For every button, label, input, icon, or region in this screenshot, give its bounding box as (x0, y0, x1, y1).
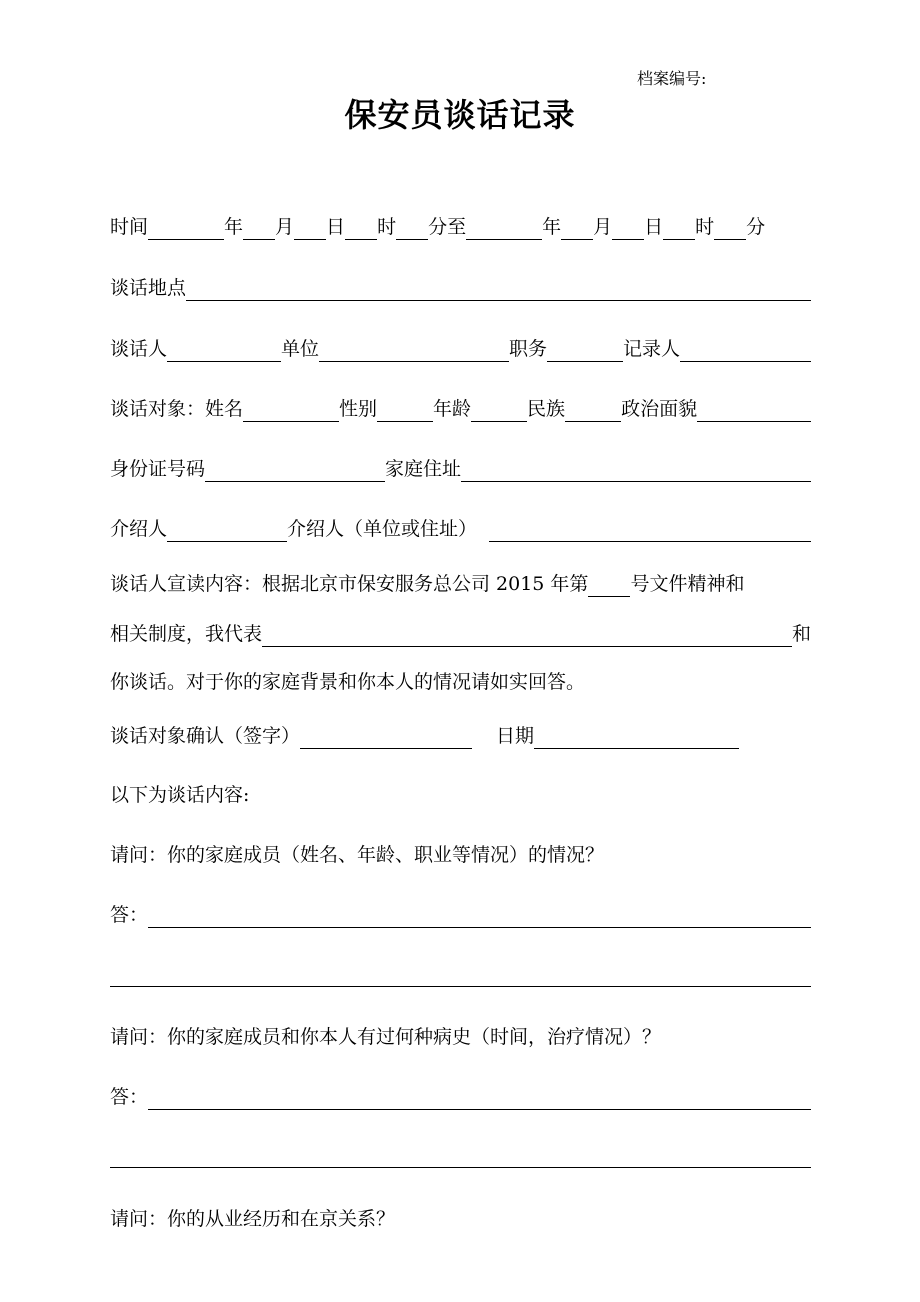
start-day-label: 日 (326, 216, 346, 238)
document-number-blank[interactable] (588, 574, 630, 597)
end-minute-label: 分 (746, 216, 766, 238)
end-month-blank[interactable] (561, 217, 593, 240)
answer-1-label: 答： (110, 904, 149, 926)
referrer-label: 介绍人 (110, 518, 168, 540)
signature-label: 谈话对象确认（签字） (110, 725, 301, 747)
interviewer-label: 谈话人 (110, 338, 168, 360)
content-intro: 以下为谈话内容: (110, 784, 250, 806)
position-blank[interactable] (547, 339, 623, 362)
referrer-row (110, 512, 811, 542)
statement-line1-suffix: 号文件精神和 (630, 573, 745, 595)
subject-name-blank[interactable] (243, 399, 339, 422)
end-day-label: 日 (644, 216, 664, 238)
page-title: 保安员谈话记录 (344, 96, 576, 134)
end-hour-label: 时 (695, 216, 715, 238)
interviewer-blank[interactable] (167, 339, 281, 362)
question-2: 请问：你的家庭成员和你本人有过何种病史（时间，治疗情况）？ (110, 1026, 662, 1048)
signature-blank[interactable] (300, 726, 472, 749)
question-row (110, 1202, 811, 1232)
statement-line2-suffix: 和 (791, 623, 811, 645)
answer-1-extra-line[interactable] (110, 986, 811, 987)
location-label: 谈话地点 (110, 277, 187, 299)
political-status-label: 政治面貌 (621, 398, 698, 420)
time-label: 时间 (110, 216, 149, 238)
referrer-blank[interactable] (167, 519, 287, 542)
id-number-label: 身份证号码 (110, 458, 206, 480)
statement-line2-prefix: 相关制度，我代表 (110, 623, 263, 645)
statement-line3: 你谈话。对于你的家庭背景和你本人的情况请如实回答。 (110, 671, 586, 693)
subject-name-label: 谈话对象：姓名 (110, 398, 244, 420)
answer-2-blank[interactable] (148, 1087, 811, 1110)
statement-line-2 (110, 617, 811, 647)
start-month-blank[interactable] (243, 217, 275, 240)
ethnicity-blank[interactable] (565, 399, 621, 422)
date-blank[interactable] (534, 726, 739, 749)
referrer-unit-label: 介绍人（单位或住址） (287, 518, 478, 540)
recorder-label: 记录人 (623, 338, 681, 360)
end-hour-blank[interactable] (663, 217, 695, 240)
representative-blank[interactable] (262, 624, 792, 647)
id-number-blank[interactable] (205, 459, 385, 482)
date-label: 日期 (496, 725, 535, 747)
statement-line1-prefix: 谈话人宣读内容：根据北京市保安服务总公司 2015 年第 (110, 573, 589, 595)
start-hour-blank[interactable] (345, 217, 377, 240)
answer-1-blank[interactable] (148, 905, 811, 928)
interviewer-row (110, 332, 811, 362)
subject-row (110, 392, 811, 422)
age-label: 年龄 (433, 398, 472, 420)
location-blank[interactable] (186, 278, 811, 301)
referrer-unit-blank[interactable] (489, 519, 811, 542)
unit-blank[interactable] (319, 339, 509, 362)
end-day-blank[interactable] (612, 217, 644, 240)
time-row (110, 210, 811, 240)
location-row (110, 271, 811, 301)
start-hour-label: 时 (377, 216, 397, 238)
archive-number-label: 档案编号: (637, 69, 707, 88)
statement-line-3 (110, 665, 811, 695)
end-minute-blank[interactable] (714, 217, 746, 240)
content-intro-row (110, 778, 811, 808)
start-year-blank[interactable] (148, 217, 224, 240)
start-day-blank[interactable] (294, 217, 326, 240)
start-month-label: 月 (275, 216, 295, 238)
confirm-row (110, 719, 811, 749)
answer-2-label: 答： (110, 1086, 149, 1108)
answer-row (110, 1080, 811, 1110)
end-year-blank[interactable] (466, 217, 542, 240)
ethnicity-label: 民族 (527, 398, 566, 420)
end-month-label: 月 (593, 216, 613, 238)
gender-label: 性别 (339, 398, 378, 420)
minute-to-label: 分至 (428, 216, 467, 238)
question-1: 请问：你的家庭成员（姓名、年龄、职业等情况）的情况？ (110, 844, 605, 866)
statement-line-1 (110, 567, 811, 597)
answer-row (110, 898, 811, 928)
start-year-label: 年 (224, 216, 244, 238)
political-status-blank[interactable] (697, 399, 811, 422)
start-minute-blank[interactable] (396, 217, 428, 240)
question-3: 请问：你的从业经历和在京关系？ (110, 1208, 396, 1230)
gender-blank[interactable] (377, 399, 433, 422)
id-row (110, 452, 811, 482)
answer-2-extra-line[interactable] (110, 1167, 811, 1168)
home-address-blank[interactable] (461, 459, 811, 482)
question-row (110, 1020, 811, 1050)
age-blank[interactable] (471, 399, 527, 422)
question-row (110, 838, 811, 868)
recorder-blank[interactable] (680, 339, 811, 362)
end-year-label: 年 (542, 216, 562, 238)
unit-label: 单位 (281, 338, 320, 360)
home-address-label: 家庭住址 (385, 458, 462, 480)
position-label: 职务 (509, 338, 548, 360)
